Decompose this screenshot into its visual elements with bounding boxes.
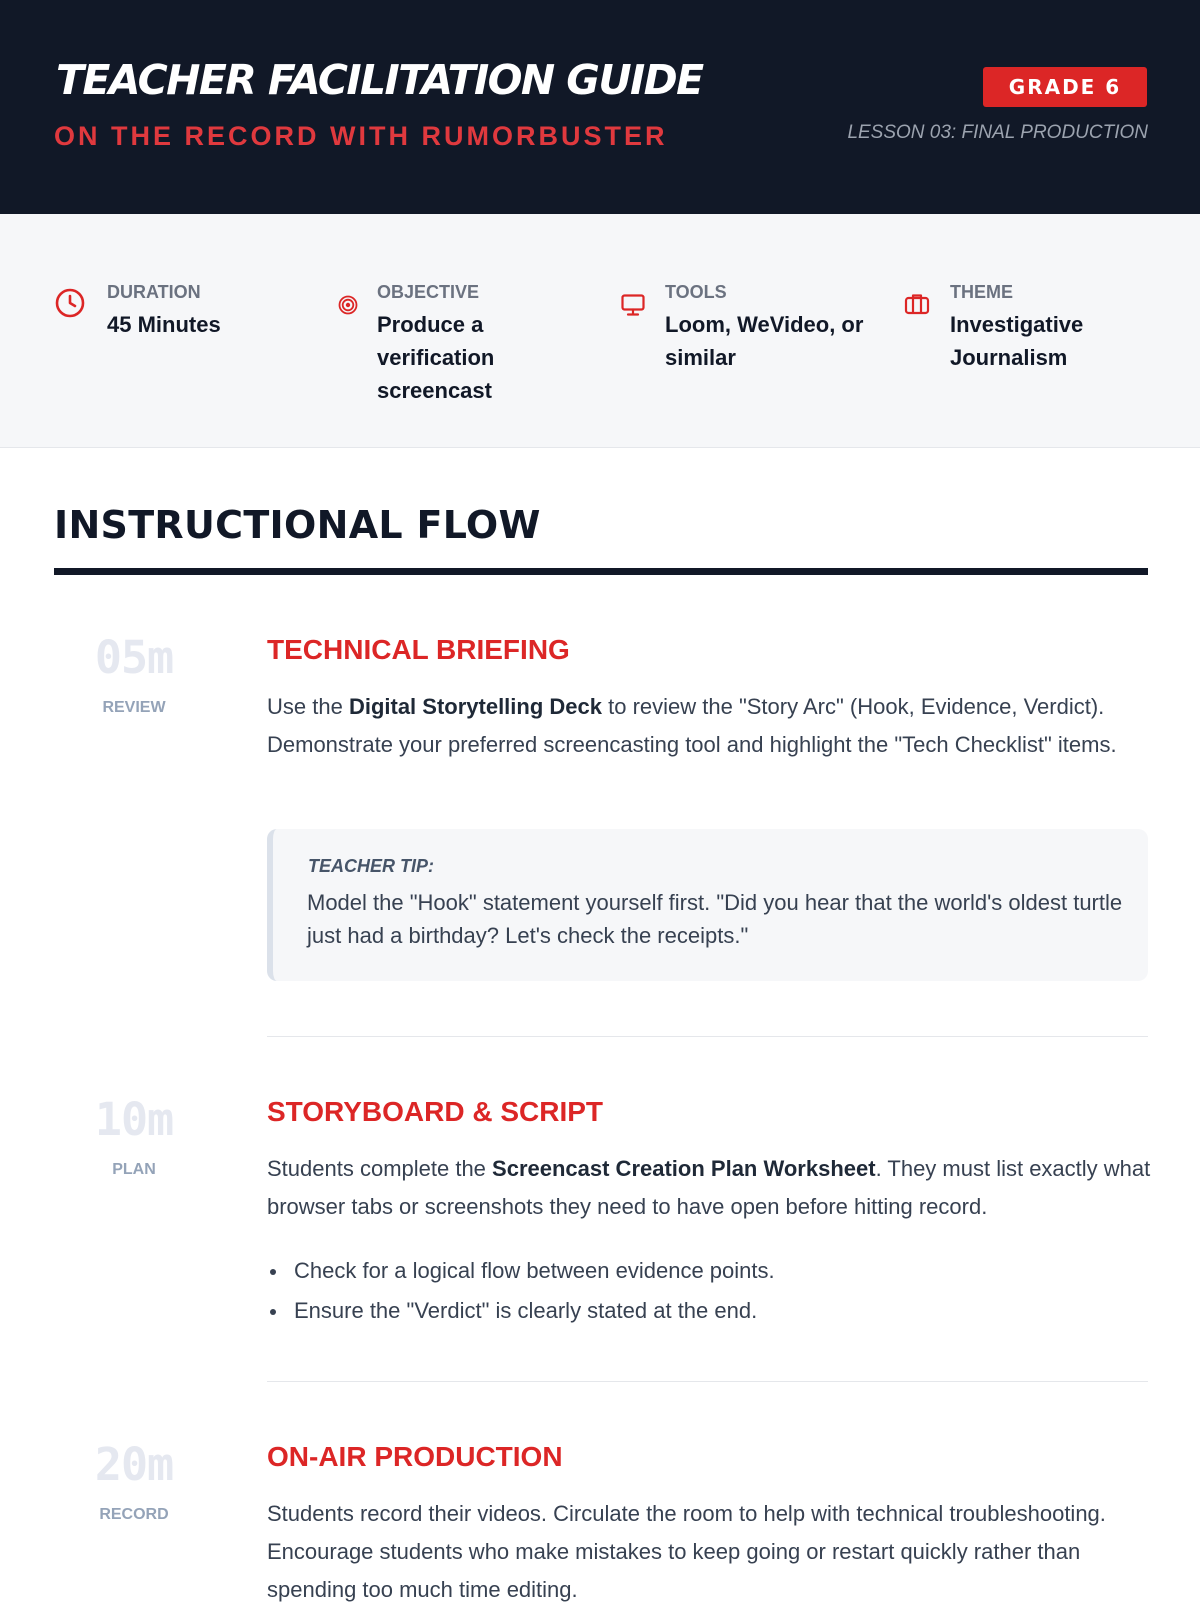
body-text: to review the "Story Arc" (Hook, Evidence, Verdict). Demonstrate your preferred screencasting tool and highlight the "Tech Checklist" items. [267,694,1117,757]
guide-title: TEACHER FACILITATION GUIDE [56,56,703,104]
meta-label: THEME [950,282,1013,302]
checklist [267,1251,1147,1331]
body-text: Students complete the [267,1156,493,1181]
monitor-icon [620,292,646,318]
clock-icon [54,287,84,317]
lesson-label: LESSON 03: FINAL PRODUCTION [847,122,1148,143]
body-text: Use the [267,694,349,719]
section-title: INSTRUCTIONAL FLOW [54,503,541,547]
worksheet-name: Screencast Creation Plan Worksheet [492,1156,876,1181]
step-body [267,688,1151,764]
step-time: 10m [94,1093,174,1146]
grade-badge: GRADE 6 [983,67,1147,107]
step-body: Students record their videos. Circulate the room to help with technical troubleshooting. Encourage students who make mistakes to keep going or restart quickly rather than spending too much time editing. [267,1501,1106,1602]
step-time: 20m [94,1438,174,1491]
briefcase-icon [904,291,930,317]
step-title: TECHNICAL BRIEFING [267,634,570,665]
meta-label: DURATION [107,282,201,302]
meta-label: TOOLS [665,282,727,302]
step-time: 05m [94,631,174,684]
body-text: . They must list exactly what browser tabs or screenshots they need to have open before hitting record. [267,1156,1151,1219]
lesson-meta-strip [0,214,1200,448]
step-phase-label: REVIEW [102,699,166,716]
tip-label: TEACHER TIP: [308,856,434,876]
step-phase-label: PLAN [112,1161,156,1178]
step-divider [267,1381,1148,1382]
step-body [267,1150,1151,1226]
list-item: Ensure the "Verdict" is clearly stated at the end. [267,1291,1147,1331]
teacher-tip-callout [267,829,1148,981]
step-title: STORYBOARD & SCRIPT [267,1096,604,1127]
tip-text: Model the "Hook" statement yourself first. "Did you hear that the world's oldest turtle just had a birthday? Let's check the receipts." [307,890,1123,948]
step-title: ON-AIR PRODUCTION [267,1441,563,1472]
list-item: Check for a logical flow between evidence points. [267,1251,1147,1291]
meta-value: Loom, WeVideo, or similar [665,312,864,370]
meta-label: OBJECTIVE [377,282,480,302]
worksheet-name: Digital Storytelling Deck [348,694,602,719]
step-phase-label: RECORD [99,1506,169,1523]
section-rule [54,568,1148,575]
target-icon [337,294,359,316]
meta-value: 45 Minutes [107,312,221,337]
step-divider [267,1036,1148,1037]
meta-value: Investigative Journalism [950,312,1084,370]
meta-value: Produce a verification screencast [377,312,495,403]
guide-subtitle: ON THE RECORD WITH RUMORBUSTER [54,121,668,151]
header-banner [0,0,1200,214]
